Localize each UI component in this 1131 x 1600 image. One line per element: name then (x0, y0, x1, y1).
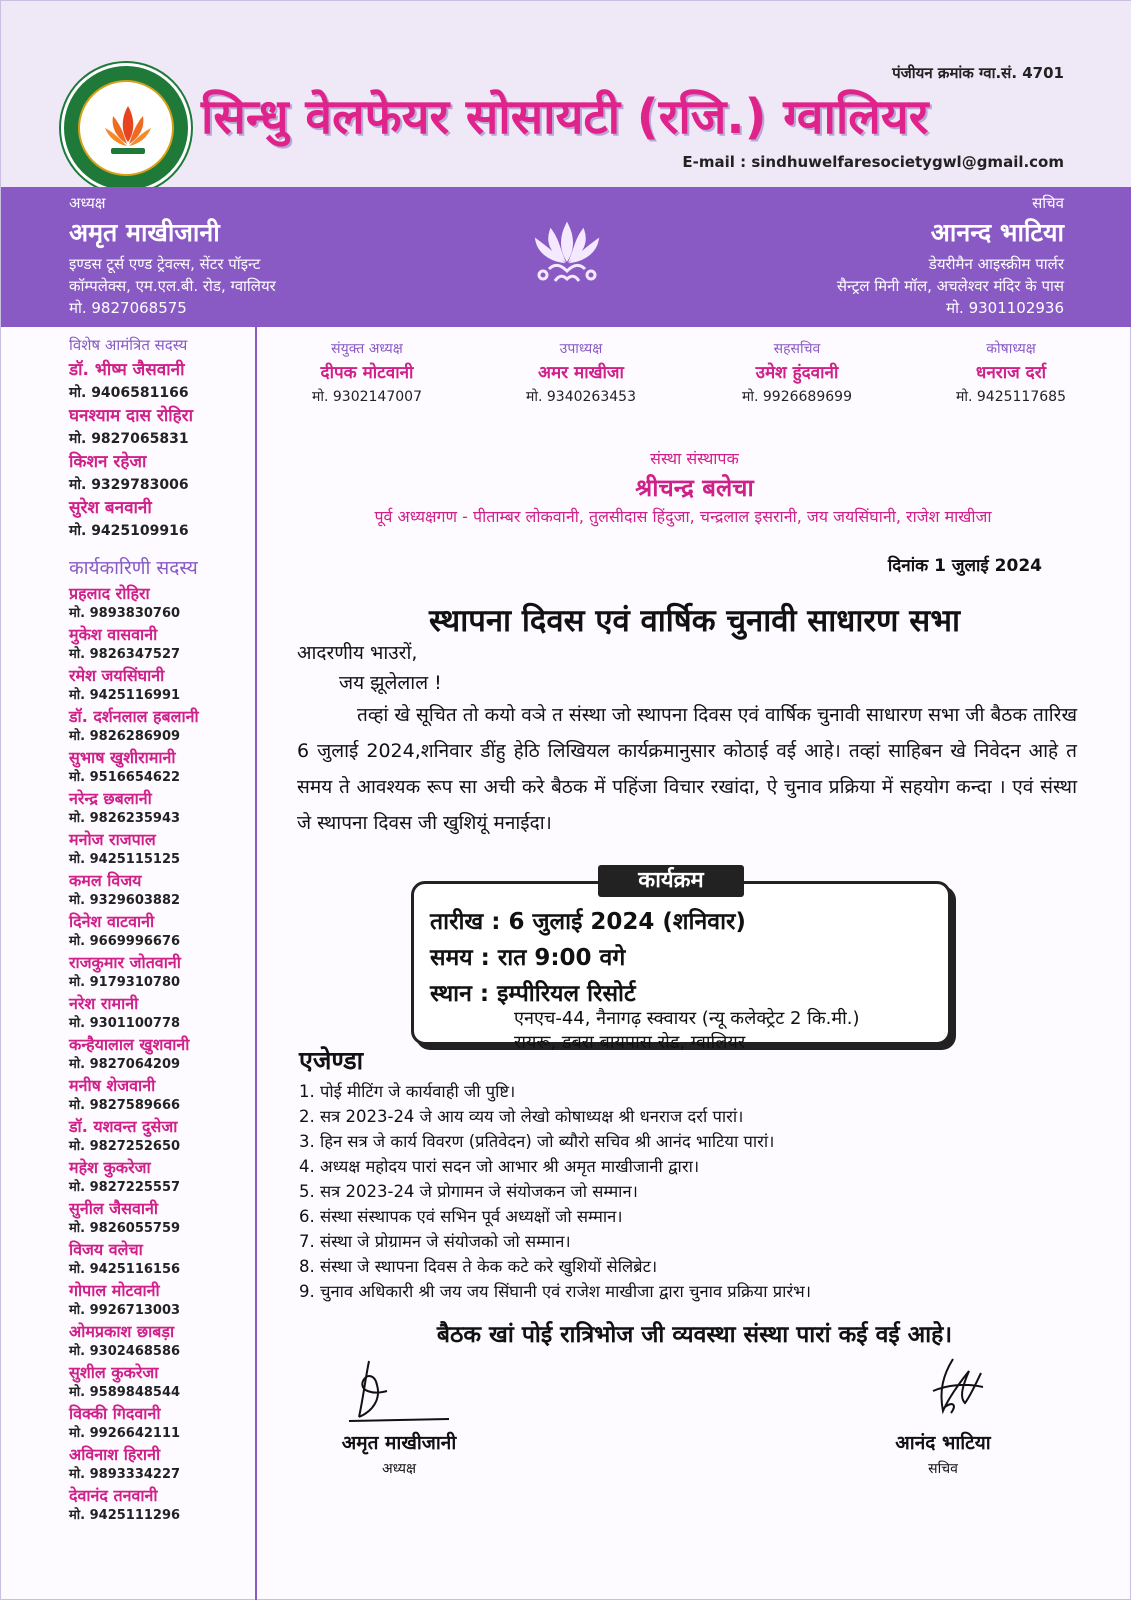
agenda-title: एजेण्डा (299, 1046, 364, 1075)
member-name: सुनील जैसवानी (69, 1199, 159, 1218)
floral-emblem-icon (529, 219, 605, 291)
member-name: राजकुमार जोतवानी (69, 953, 181, 972)
officer-name: दीपक मोटवानी (320, 363, 414, 383)
president-address-1: इण्डस टूर्स एण्ड ट्रेवल्स, सेंटर पॉइन्ट (69, 255, 261, 273)
member-phone: मो. 9893830760 (69, 606, 181, 621)
officer-role: उपाध्यक्ष (559, 341, 603, 357)
officer-name: अमर माखीजा (538, 363, 624, 383)
signatory-name: अमृत माखीजानी (341, 1432, 457, 1454)
member-phone: मो. 9516654622 (69, 770, 181, 785)
member-name: मनोज राजपाल (69, 830, 156, 849)
member-phone: मो. 9425109916 (69, 523, 189, 539)
member-entry (69, 870, 255, 911)
member-phone: मो. 9826286909 (69, 729, 181, 744)
member-entry (69, 665, 255, 706)
member-phone: मो. 9669996676 (69, 934, 181, 949)
member-phone: मो. 9301100778 (69, 1016, 181, 1031)
officer-role: कोषाध्यक्ष (986, 341, 1036, 357)
agenda-list (299, 1079, 1079, 1304)
agenda-item: 6. संस्था संस्थापक एवं सभिन पूर्व अध्यक्षों जो सम्मान। (299, 1207, 623, 1226)
former-presidents: पूर्व अध्यक्षगण - पीताम्बर लोकवानी, तुलसीदास हिंदुजा, चन्द्रलाल इसरानी, जय जयसिंघानी, राजेश माखीजा (374, 507, 992, 526)
founder-block (257, 447, 1131, 504)
secretary-phone: मो. 9301102936 (946, 299, 1064, 317)
member-entry (69, 952, 255, 993)
member-name: किशन रहेजा (69, 452, 147, 472)
member-name: नरेन्द्र छबलानी (69, 789, 152, 808)
member-entry (69, 583, 255, 624)
member-entry (69, 706, 255, 747)
member-name: डॉ. यशवन्त दुसेजा (69, 1117, 178, 1136)
program-address-2: रायरू, डबरा बायपास रोड, ग्वालियर (514, 1032, 746, 1053)
member-entry (69, 1198, 255, 1239)
member-phone: मो. 9893334227 (69, 1467, 181, 1482)
special-members-heading: विशेष आमंत्रित सदस्य (69, 336, 188, 354)
member-name: गोपाल मोटवानी (69, 1281, 160, 1300)
member-name: कमल विजय (69, 871, 142, 890)
officer-phone: मो. 9340263453 (526, 389, 636, 405)
member-entry (69, 1444, 255, 1485)
member-entry (69, 624, 255, 665)
lotus-icon (103, 102, 153, 158)
member-phone: मो. 9827589666 (69, 1098, 181, 1113)
member-entry (69, 1485, 255, 1526)
member-name: दिनेश वाटवानी (69, 912, 155, 931)
letter-body-text: तव्हां खे सूचित तो कयो वञे त संस्था जो स्थापना दिवस एवं वार्षिक चुनावी साधारण सभा जी बैठक तारिख 6 जुलाई 2024,शनिवार डींहु हेठि लिखियल कार्यक्रमानुसार कोठाई वई आहे। तव्हां साहिबन खे निवेदन आहे त समय ते आवश्यक रूप सा अची करे बैठक में पहिंजा विचार रखांदा, ऐ चुनाव प्रक्रिया में सहयोग कन्दा । एवं संस्था जे स्थापना दिवस जी खुशियूं मनाईदा। (297, 704, 1077, 834)
officer-role: संयुक्त अध्यक्ष (331, 341, 403, 357)
president-address-2: कॉम्पलेक्स, एम.एल.बी. रोड, ग्वालियर (69, 277, 276, 295)
program-time: समय : रात 9:00 वगे (430, 945, 626, 971)
organization-name: सिन्धु वेलफेयर सोसायटी (रजि.) ग्वालियर (201, 89, 929, 145)
member-entry (69, 1075, 255, 1116)
special-members-list (1, 358, 255, 542)
member-entry (69, 358, 255, 404)
officer-role: सहसचिव (773, 341, 821, 357)
member-entry (69, 1362, 255, 1403)
officer-phone: मो. 9926689699 (742, 389, 852, 405)
member-entry (69, 1321, 255, 1362)
signatory-role: अध्यक्ष (381, 1461, 417, 1477)
agenda-item: 2. सत्र 2023-24 जे आय व्यय जो लेखो कोषाध्यक्ष श्री धनराज दर्रा पारां। (299, 1107, 744, 1126)
member-phone: मो. 9926642111 (69, 1426, 181, 1441)
agenda-item: 4. अध्यक्ष महोदय पारां सदन जो आभार श्री अमृत माखीजानी द्वारा। (299, 1157, 700, 1176)
member-entry (69, 1280, 255, 1321)
president-signature (329, 1351, 469, 1427)
member-name: देवानंद तनवानी (69, 1486, 158, 1505)
member-phone: मो. 9406581166 (69, 385, 189, 401)
member-entry (69, 1403, 255, 1444)
member-entry (69, 747, 255, 788)
member-phone: मो. 9827065831 (69, 431, 189, 447)
dinner-note: बैठक खां पोई रात्रिभोज जी व्यवस्था संस्था पारां कई वई आहे। (436, 1322, 953, 1348)
program-box (411, 881, 951, 1053)
society-logo (61, 63, 191, 193)
president-signature-block (289, 1351, 509, 1478)
agenda-item: 1. पोई मीटिंग जे कार्यवाही जी पुष्टि। (299, 1082, 516, 1101)
president-phone: मो. 9827068575 (69, 299, 187, 317)
member-entry (69, 1157, 255, 1198)
office-bearers (257, 339, 1131, 409)
member-entry (69, 1239, 255, 1280)
member-phone: मो. 9425115125 (69, 852, 181, 867)
secretary-signature (873, 1351, 1013, 1427)
member-name: प्रहलाद रोहिरा (69, 584, 150, 603)
member-phone: मो. 9827064209 (69, 1057, 181, 1072)
officer-name: धनराज दर्रा (975, 363, 1047, 383)
member-phone: मो. 9329603882 (69, 893, 181, 908)
member-name: कन्हैयालाल खुशवानी (69, 1035, 190, 1054)
president-name: अमृत माखीजानी (69, 218, 220, 247)
member-phone: मो. 9302468586 (69, 1344, 181, 1359)
member-name: नरेश रामानी (69, 994, 139, 1013)
letter-body (297, 697, 1077, 841)
secretary-address-2: सैन्ट्रल मिनी मॉल, अचलेश्वर मंदिर के पास (836, 277, 1064, 295)
secretary-address-1: डेयरीमैन आइस्क्रीम पार्लर (928, 255, 1064, 273)
members-sidebar (1, 327, 257, 1600)
member-entry (69, 404, 255, 450)
member-name: ओमप्रकाश छाबड़ा (69, 1322, 175, 1341)
member-entry (69, 911, 255, 952)
signatory-role: सचिव (928, 1461, 958, 1477)
registration-number: पंजीयन क्रमांक ग्वा.सं. 4701 (892, 64, 1064, 82)
member-name: अविनाश हिरानी (69, 1445, 161, 1464)
agenda-item: 3. हिन सत्र जे कार्य विवरण (प्रतिवेदन) जो ब्यौरो सचिव श्री आनंद भाटिया पारां। (299, 1132, 775, 1151)
member-phone: मो. 9826055759 (69, 1221, 181, 1236)
member-phone: मो. 9827252650 (69, 1139, 181, 1154)
secretary-name: आनन्द भाटिया (930, 218, 1064, 247)
member-entry (69, 788, 255, 829)
program-address-1: एनएच-44, नैनागढ़ स्क्वायर (न्यू कलेक्ट्रेट 2 कि.मी.) (514, 1008, 860, 1029)
member-name: सुभाष खुशीरामानी (69, 748, 176, 767)
officer-vice-president (491, 339, 671, 406)
member-phone: मो. 9826347527 (69, 647, 181, 662)
letter-date: दिनांक 1 जुलाई 2024 (887, 556, 1042, 576)
agenda-item: 8. संस्था जे स्थापना दिवस ते केक कटे करे खुशियों सेलिब्रेट। (299, 1257, 658, 1276)
secretary-signature-block (833, 1351, 1053, 1478)
member-entry (69, 993, 255, 1034)
founder-role: संस्था संस्थापक (650, 449, 739, 468)
member-entry (69, 450, 255, 496)
member-phone: मो. 9179310780 (69, 975, 181, 990)
member-phone: मो. 9329783006 (69, 477, 189, 493)
officer-phone: मो. 9425117685 (956, 389, 1066, 405)
member-name: विक्की गिदवानी (69, 1404, 161, 1423)
letterhead-header (1, 1, 1131, 187)
signatory-name: आनंद भाटिया (895, 1432, 991, 1454)
organization-email: E-mail : sindhuwelfaresocietygwl@gmail.com (682, 153, 1064, 171)
member-phone: मो. 9425111296 (69, 1508, 181, 1523)
salutation: आदरणीय भाउरों, (297, 642, 418, 664)
member-phone: मो. 9425116991 (69, 688, 181, 703)
president-role: अध्यक्ष (69, 194, 106, 212)
member-phone: मो. 9926713003 (69, 1303, 181, 1318)
program-date: तारीख : 6 जुलाई 2024 (शनिवार) (430, 909, 746, 935)
member-name: सुशील कुकरेजा (69, 1363, 159, 1382)
member-phone: मो. 9826235943 (69, 811, 181, 826)
member-name: महेश कुकरेजा (69, 1158, 151, 1177)
agenda-item: 9. चुनाव अधिकारी श्री जय जय सिंघानी एवं राजेश माखीजा द्वारा चुनाव प्रक्रिया प्रारंभ। (299, 1282, 811, 1301)
member-entry (69, 1034, 255, 1075)
agenda-item: 7. संस्था जे प्रोग्रामन जे संयोजको जो सम्मान। (299, 1232, 571, 1251)
officer-joint-secretary (707, 339, 887, 406)
secretary-role: सचिव (1032, 194, 1064, 212)
member-name: सुरेश बनवानी (69, 498, 152, 518)
program-label: कार्यक्रम (598, 865, 744, 897)
member-entry (69, 496, 255, 542)
founder-name: श्रीचन्द्र बलेचा (635, 474, 754, 502)
program-venue: स्थान : इम्पीरियल रिसोर्ट (430, 981, 636, 1007)
member-name: रमेश जयसिंघानी (69, 666, 165, 685)
officer-treasurer (921, 339, 1101, 406)
agenda-item: 5. सत्र 2023-24 जे प्रोगामन जे संयोजकन जो सम्मान। (299, 1182, 638, 1201)
member-phone: मो. 9425116156 (69, 1262, 181, 1277)
executive-members-list (1, 583, 255, 1526)
executive-members-heading: कार्यकारिणी सदस्य (69, 557, 198, 579)
letter-heading: स्थापना दिवस एवं वार्षिक चुनावी साधारण सभा (428, 603, 961, 639)
member-name: घनश्याम दास रोहिरा (69, 406, 194, 426)
officer-phone: मो. 9302147007 (312, 389, 422, 405)
leaders-band (1, 187, 1131, 327)
greeting: जय झूलेलाल ! (339, 672, 442, 694)
officer-joint-president (277, 339, 457, 406)
president-block (69, 193, 276, 319)
member-phone: मो. 9589848544 (69, 1385, 181, 1400)
member-name: मुकेश वासवानी (69, 625, 158, 644)
member-name: मनीष शेजवानी (69, 1076, 156, 1095)
secretary-block (837, 193, 1064, 319)
officer-name: उमेश हुंदवानी (755, 363, 839, 383)
member-entry (69, 829, 255, 870)
member-phone: मो. 9827225557 (69, 1180, 181, 1195)
member-name: डॉ. दर्शनलाल हबलानी (69, 707, 199, 726)
member-name: विजय वलेचा (69, 1240, 143, 1259)
member-name: डॉ. भीष्म जैसवानी (69, 360, 185, 380)
member-entry (69, 1116, 255, 1157)
